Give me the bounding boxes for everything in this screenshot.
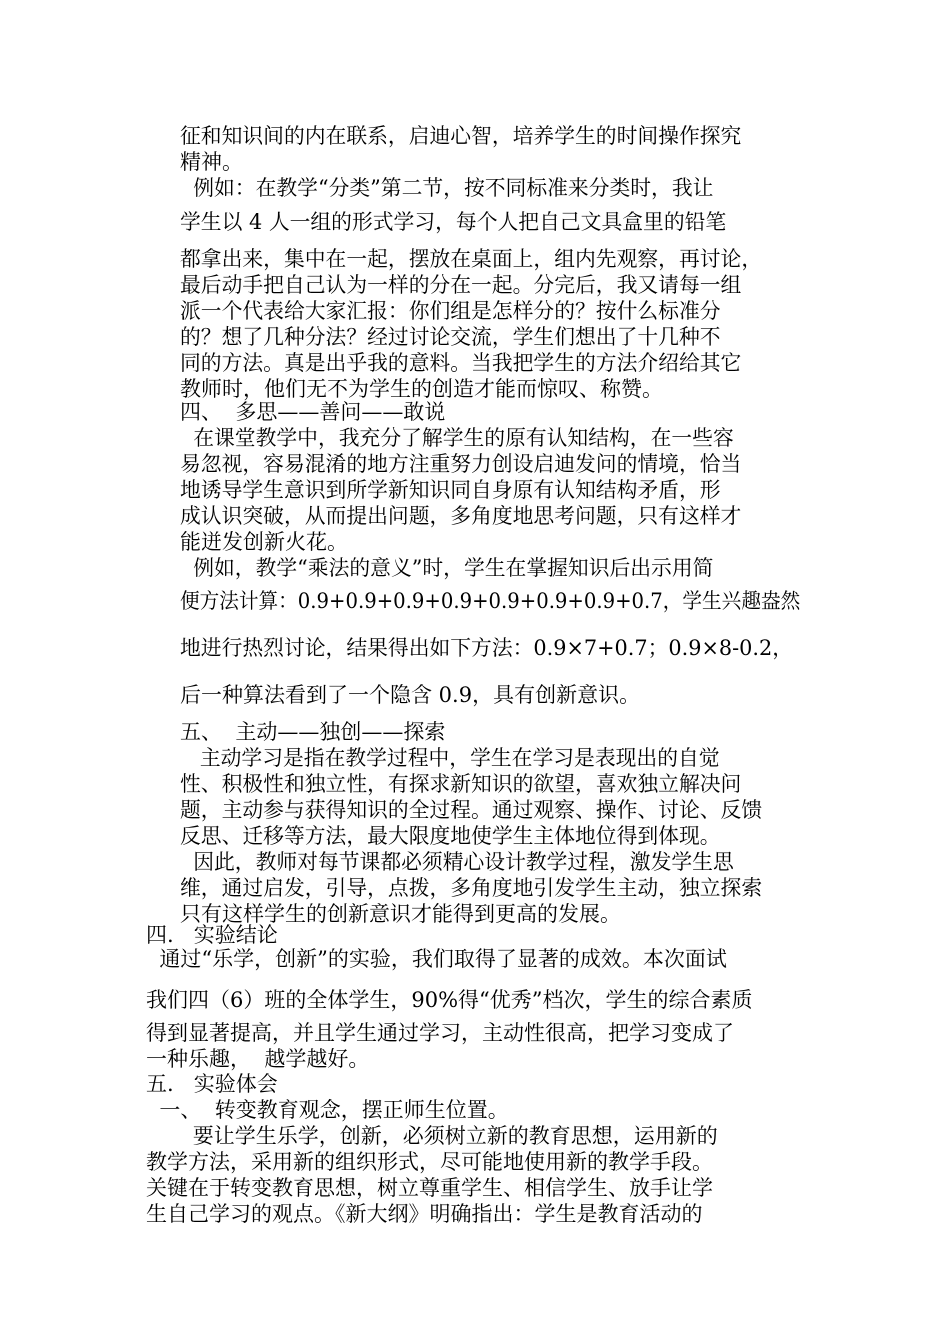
paragraph-line: 在课堂教学中，我充分了解学生的原有认知结构，在一些容 <box>180 426 734 450</box>
paragraph-line: 教学方法，采用新的组织形式，尽可能地使用新的教学手段。 <box>146 1150 713 1174</box>
paragraph-line: 便方法计算：0.9+0.9+0.9+0.9+0.9+0.9+0.9+0.7，学生兴趣盎然 <box>180 589 801 613</box>
paragraph-line: 主动学习是指在教学过程中，学生在学习是表现出的自觉 <box>180 746 720 770</box>
paragraph-line: 只有这样学生的创新意识才能得到更高的发展。 <box>180 902 621 926</box>
paragraph-line: 关键在于转变教育思想，树立尊重学生、相信学生、放手让学 <box>146 1176 713 1200</box>
paragraph-line: 精神。 <box>180 150 243 174</box>
paragraph-line: 性、积极性和独立性，有探求新知识的欲望，喜欢独立解决问 <box>180 772 742 796</box>
paragraph-line: 一种乐趣， 越学越好。 <box>146 1047 370 1071</box>
paragraph-line: 得到显著提高，并且学生通过学习，主动性很高，把学习变成了 <box>146 1021 734 1045</box>
paragraph-line: 都拿出来，集中在一起，摆放在桌面上，组内先观察，再讨论， <box>180 247 763 271</box>
section-heading: 四. 实验结论 <box>146 923 278 947</box>
paragraph-line: 同的方法。真是出乎我的意料。当我把学生的方法介绍给其它 <box>180 351 742 375</box>
paragraph-line: 教师时，他们无不为学生的创造才能而惊叹、称赞。 <box>180 377 663 401</box>
paragraph-line: 最后动手把自己认为一样的分在一起。分完后，我又请每一组 <box>180 273 742 297</box>
section-heading: 五、 主动——独创——探索 <box>180 720 446 744</box>
paragraph-line: 题，主动参与获得知识的全过程。通过观察、操作、讨论、反馈 <box>180 798 763 822</box>
paragraph-line: 例如，教学“乘法的意义”时，学生在掌握知识后出示用简 <box>180 556 714 580</box>
paragraph-line: 通过“乐学，创新”的实验，我们取得了显著的成效。本次面试 <box>146 947 727 971</box>
paragraph-line: 派一个代表给大家汇报：你们组是怎样分的？按什么标准分 <box>180 299 721 323</box>
paragraph-line: 要让学生乐学，创新，必须树立新的教育思想，运用新的 <box>146 1124 718 1148</box>
paragraph-line: 能迸发创新火花。 <box>180 530 348 554</box>
paragraph-line: 征和知识间的内在联系，启迪心智，培养学生的时间操作探究 <box>180 124 742 148</box>
paragraph-line: 成认识突破，从而提出问题，多角度地思考问题，只有这样才 <box>180 504 742 528</box>
paragraph-line: 因此，教师对每节课都必须精心设计教学过程，激发学生思 <box>180 850 734 874</box>
paragraph-line: 例如：在教学“分类”第二节，按不同标准来分类时，我让 <box>180 176 714 200</box>
paragraph-line: 地诱导学生意识到所学新知识同自身原有认知结构矛盾，形 <box>180 478 721 502</box>
paragraph-line: 反思、迁移等方法，最大限度地使学生主体地位得到体现。 <box>180 824 721 848</box>
subsection-heading: 一、 转变教育观念，摆正师生位置。 <box>146 1098 509 1122</box>
paragraph-line: 我们四（6）班的全体学生，90%得“优秀”档次，学生的综合素质 <box>146 988 753 1012</box>
paragraph-line: 学生以 4 人一组的形式学习，每个人把自己文具盒里的铅笔 <box>180 210 727 234</box>
paragraph-line: 后一种算法看到了一个隐含 0.9，具有创新意识。 <box>180 683 641 707</box>
paragraph-line: 易忽视，容易混淆的地方注重努力创设启迪发问的情境，恰当 <box>180 452 742 476</box>
section-heading: 五. 实验体会 <box>146 1072 278 1096</box>
paragraph-line: 维，通过启发，引导，点拨，多角度地引发学生主动，独立探索 <box>180 876 763 900</box>
paragraph-line: 地进行热烈讨论，结果得出如下方法：0.9×7+0.7；0.9×8-0.2， <box>180 636 794 660</box>
section-heading: 四、 多思——善问——敢说 <box>180 400 446 424</box>
paragraph-line: 的？想了几种分法？经过讨论交流，学生们想出了十几种不 <box>180 325 721 349</box>
paragraph-line: 生自己学习的观点。《新大纲》明确指出：学生是教育活动的 <box>146 1202 703 1226</box>
